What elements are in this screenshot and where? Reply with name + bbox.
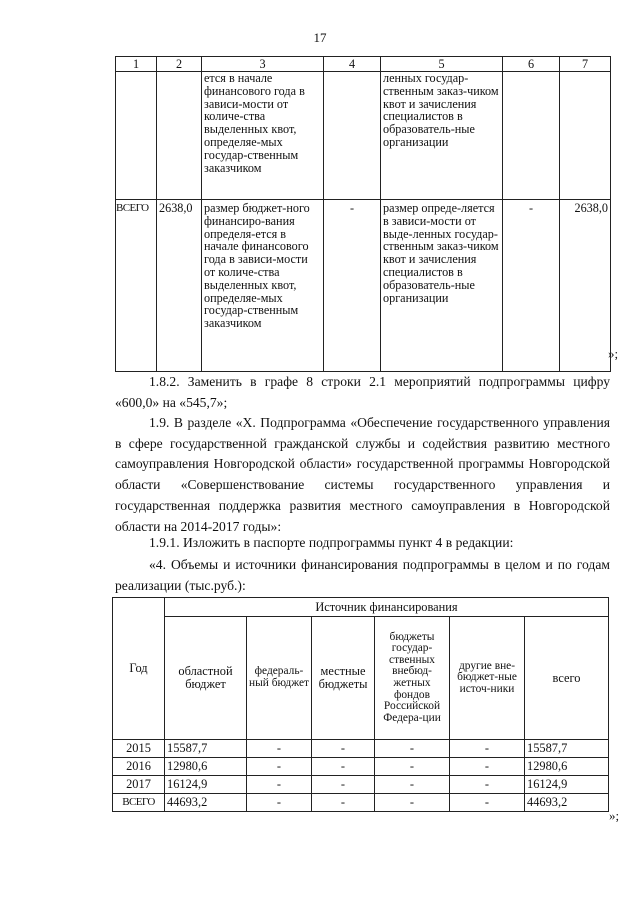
offbudget-cell: - [375,794,450,812]
regional-cell: 15587,7 [165,740,247,758]
paragraph-1-9: 1.9. В разделе «X. Подпрограмма «Обеспечение государственного управления в сфере государственной гражданской службы и содействия развитию местного самоуправления Новгородской области» государственной программы Новгородской области «Совершенствование системы государственного управления и государственная поддержка развития местного самоуправления в Новгородской области на 2014-2017 годы»: [115,415,610,534]
table-cell [157,72,202,200]
closing-quote: »; [609,808,620,823]
table-cell [560,72,611,200]
total-cell: 44693,2 [525,794,609,812]
funding-table [112,597,609,812]
closing-quote: »; [608,346,619,361]
paragraph-1-9-1: 1.9.1. Изложить в паспорте подпрограммы пункт 4 в редакции: [149,535,514,550]
column-number: 2 [157,57,202,72]
local-cell: - [312,794,375,812]
amount-description-cell: размер опреде-ляется в зависи-мости от выде-ленных государ-ственным заказ-чиком квот и зачисления специалистов в образователь-ные организации [381,200,503,372]
total-cell: 12980,6 [525,758,609,776]
table-cell [116,72,157,200]
total-cell: 15587,7 [525,740,609,758]
paragraph-1-8-2: 1.8.2. Заменить в графе 8 строки 2.1 мероприятий подпрограммы цифру «600,0» на «545,7»; [115,374,610,410]
column-number: 5 [381,57,503,72]
other-cell: - [450,758,525,776]
dash-cell: - [503,200,560,372]
other-cell: - [450,740,525,758]
federal-cell: - [247,776,312,794]
total-label: ВСЕГО [116,200,157,372]
offbudget-cell: - [375,740,450,758]
regional-cell: 44693,2 [165,794,247,812]
table-row-continuation [116,72,611,200]
table-cell [324,72,381,200]
federal-cell: - [247,794,312,812]
table-row [113,758,609,776]
table-header-row [116,57,611,72]
federal-cell: - [247,758,312,776]
table-row-total [113,794,609,812]
offbudget-cell: - [375,758,450,776]
total-cell: 16124,9 [525,776,609,794]
table-row [113,776,609,794]
funding-description-cell: ется в начале финансового года в зависи-мости от количе-ства выделенных квот, определяе-мых государ-ственным заказчиком [202,72,324,200]
other-cell: - [450,794,525,812]
total-amount: 2638,0 [560,200,611,372]
offbudget-funds-header: бюджеты государ-ственных внебюд-жетных фондов Российской Федера-ции [375,617,450,740]
page-number: 17 [313,30,327,45]
table-row-total [116,200,611,372]
column-header-row [113,617,609,740]
column-number: 4 [324,57,381,72]
total-amount: 2638,0 [157,200,202,372]
column-number: 1 [116,57,157,72]
local-cell: - [312,776,375,794]
funding-description-cell: размер бюджет-ного финансиро-вания определя-ется в начале финансового года в зависи-мости от количе-ства выделенных квот, определяе-мых государ-ственным заказчиком [202,200,324,372]
total-label: ВСЕГО [113,794,165,812]
table-cell [503,72,560,200]
year-cell: 2017 [113,776,165,794]
year-header: Год [113,598,165,740]
column-number: 3 [202,57,324,72]
activities-table [115,56,611,372]
column-number: 6 [503,57,560,72]
federal-budget-header: федераль-ный бюджет [247,617,312,740]
table-row [113,740,609,758]
source-header-row [113,598,609,617]
source-header: Источник финансирования [165,598,609,617]
other-cell: - [450,776,525,794]
total-header: всего [525,617,609,740]
local-cell: - [312,758,375,776]
regional-budget-header: областной бюджет [165,617,247,740]
amount-description-cell: ленных государ-ственным заказ-чиком квот и зачисления специалистов в образователь-ные организации [381,72,503,200]
column-number: 7 [560,57,611,72]
regional-cell: 16124,9 [165,776,247,794]
regional-cell: 12980,6 [165,758,247,776]
dash-cell: - [324,200,381,372]
local-cell: - [312,740,375,758]
other-sources-header: другие вне-бюджет-ные источ-ники [450,617,525,740]
year-cell: 2016 [113,758,165,776]
federal-cell: - [247,740,312,758]
year-cell: 2015 [113,740,165,758]
paragraph-item-4: «4. Объемы и источники финансирования подпрограммы в целом и по годам реализации (тыс.руб.): [115,557,610,593]
local-budgets-header: местные бюджеты [312,617,375,740]
offbudget-cell: - [375,776,450,794]
